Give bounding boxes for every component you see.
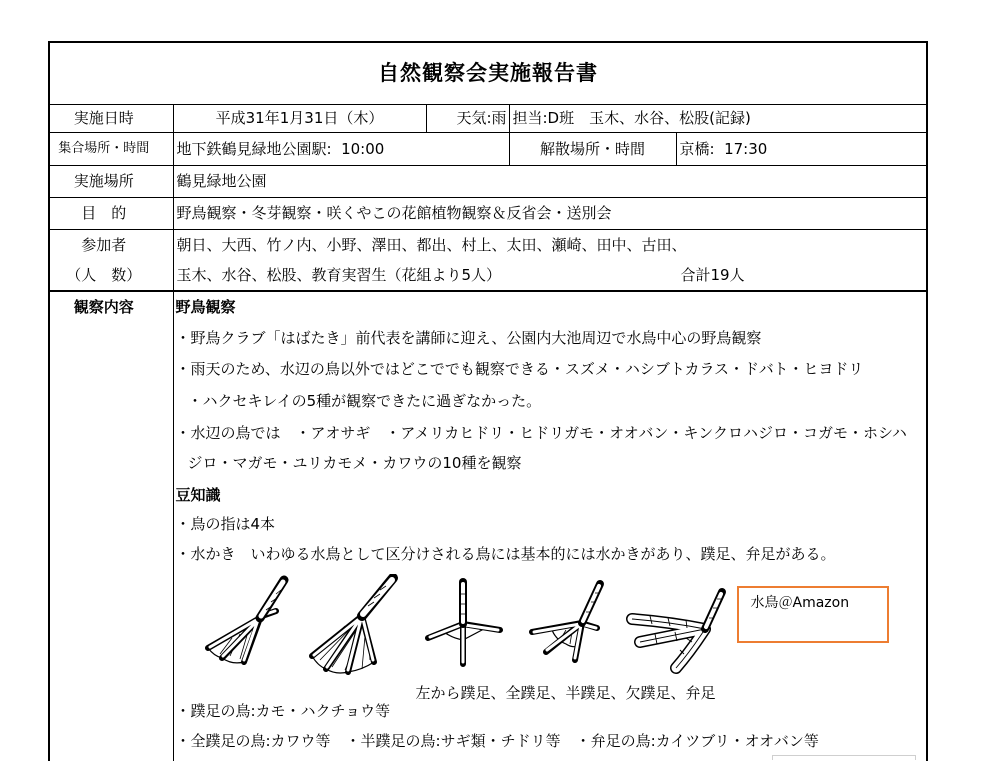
place-label: 実施場所 [50, 165, 173, 197]
partial-textbox-edge [772, 755, 916, 760]
place-value: 鶴見緑地公園 [173, 165, 926, 197]
bird-line-1: ・野鳥クラブ「はばたき」前代表を講師に迎え、公園内大池周辺で水鳥中心の野鳥観察 [175, 328, 762, 347]
trivia-line-2: ・水かき いわゆる水鳥として区分けされる鳥には基本的には水かきがあり、蹼足、弁足がある。 [175, 544, 836, 563]
participants-names-line1: 朝日、大西、竹ノ内、小野、澤田、都出、村上、太田、瀬崎、田中、古田、 [176, 235, 687, 254]
participants-label-line1: 参加者 [81, 235, 127, 254]
date-label: 実施日時 [50, 104, 173, 132]
participants-names-line2-row [177, 260, 924, 290]
purpose-value: 野鳥観察・冬芽観察・咲くやこの花館植物観察＆反省会・送別会 [173, 197, 926, 229]
amazon-note-text: 水鳥＠Amazon [750, 594, 850, 611]
participants-label [50, 229, 173, 291]
participants-value [173, 229, 926, 291]
lobed-foot-drawing [632, 592, 722, 668]
bird-line-2: ・雨天のため、水辺の鳥以外ではどこででも観察できる・スズメ・ハシブトカラス・ドバト・ヒヨドリ [175, 359, 864, 378]
observation-body [174, 292, 927, 760]
staff-value: 担当:D班 玉木、水谷、松股(記録) [509, 104, 926, 132]
bird-line-3: ・ハクセキレイの5種が観察できたに過ぎなかった。 [187, 391, 542, 410]
meeting-value: 地下鉄鶴見緑地公園駅: 10:00 [173, 132, 509, 165]
trivia-line-1: ・鳥の指は4本 [175, 514, 276, 533]
participants-names-line2: 玉木、水谷、松股、教育実習生（花組より5人） [176, 265, 502, 284]
bird-feet-illustration [200, 574, 740, 678]
bird-heading: 野鳥観察 [175, 297, 236, 316]
meeting-label: 集合場所・時間 [50, 132, 173, 165]
report-table [50, 43, 926, 761]
semipalmate-foot-drawing [428, 582, 500, 664]
bird-line-4: ・水辺の鳥では ・アオサギ ・アメリカヒドリ・ヒドリガモ・オオバン・キンクロハジロ・コガモ・ホシハ [175, 423, 907, 442]
amazon-note-box [737, 586, 889, 643]
report-frame [48, 41, 928, 761]
bird-line-5: ジロ・マガモ・ユリカモメ・カワウの10種を観察 [187, 453, 522, 472]
report-title: 自然観察会実施報告書 [50, 43, 926, 104]
participants-label-line2: （人 数） [66, 265, 142, 284]
feet-caption: 左から蹼足、全蹼足、半蹼足、欠蹼足、弁足 [415, 683, 716, 702]
participants-total: 合計19人 [680, 265, 745, 284]
totipalmate-foot-drawing [312, 578, 393, 673]
trivia-heading: 豆知識 [175, 485, 221, 504]
observation-label: 観察内容 [50, 291, 173, 761]
palmate-foot-drawing [208, 580, 284, 663]
incised-foot-drawing [532, 584, 600, 660]
purpose-label: 目 的 [50, 197, 173, 229]
dismissal-label: 解散場所・時間 [509, 132, 676, 165]
foot-types-line-1: ・蹼足の鳥:カモ・ハクチョウ等 [175, 701, 391, 720]
date-value: 平成31年1月31日（木） [173, 104, 426, 132]
observation-content [173, 291, 926, 761]
foot-types-line-2: ・全蹼足の鳥:カワウ等 ・半蹼足の鳥:サギ類・チドリ等 ・弁足の鳥:カイツブリ・オオバン等 [175, 731, 819, 750]
dismissal-value: 京橋: 17:30 [676, 132, 926, 165]
weather-value: 天気:雨 [426, 104, 509, 132]
